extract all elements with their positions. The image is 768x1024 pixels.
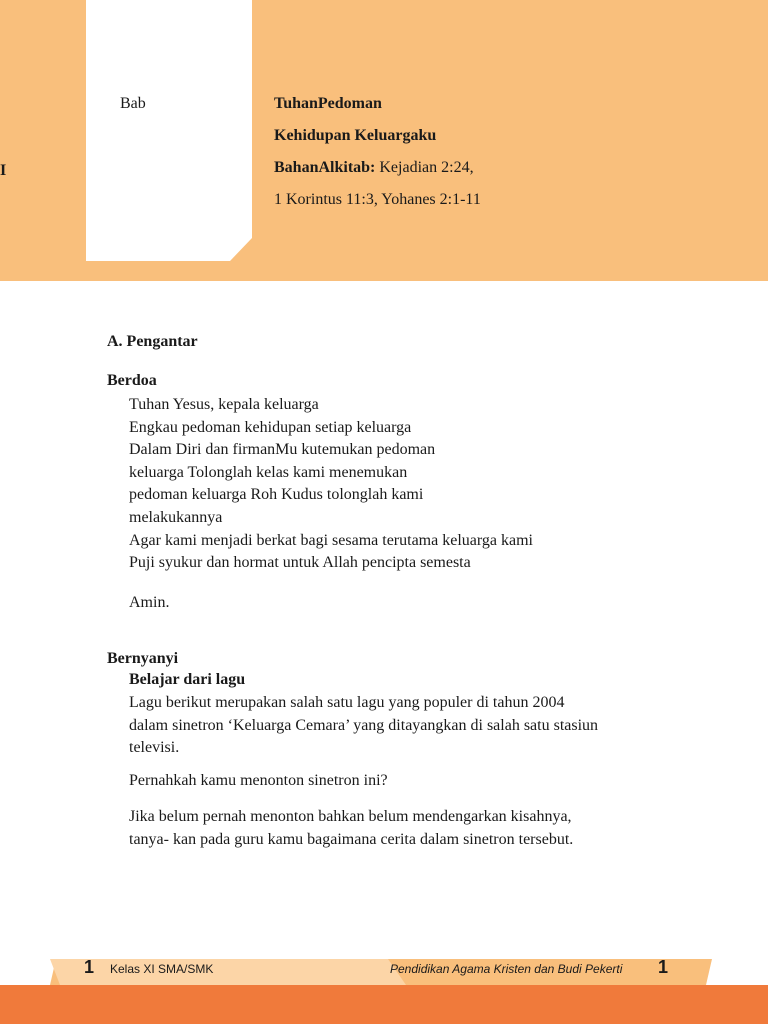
berdoa-heading: Berdoa [107,372,157,389]
paragraph-question: Pernahkah kamu menonton sinetron ini? [129,772,388,789]
paragraph-line: tanya- kan pada guru kamu bagaimana cerita dalam sinetron tersebut. [129,830,574,848]
bernyanyi-heading: Bernyanyi [107,650,179,667]
paragraph-intro [129,692,689,760]
chapter-number: I [0,162,7,179]
chapter-title-line1: TuhanPedoman [274,95,382,112]
paragraph-line: Lagu berikut merupakan salah satu lagu yang populer di tahun 2004 [129,694,565,711]
paragraph-line: Jika belum pernah menonton bahkan belum mendengarkan kisahnya, [129,808,572,825]
prayer-line: Puji syukur dan hormat untuk Allah pencipta semesta [129,554,471,572]
prayer-text [129,394,533,575]
paragraph-line: dalam sinetron ‘Keluarga Cemara’ yang ditayangkan di salah satu stasiun [129,716,599,734]
prayer-line: Agar kami menjadi berkat bagi sesama terutama keluarga kami [129,531,533,549]
footer-class-label: Kelas XI SMA/SMK [110,962,214,976]
prayer-line: Dalam Diri dan firmanMu kutemukan pedoman [129,441,436,459]
scripture-line1 [274,152,481,184]
scripture-label: BahanAlkitab: [274,159,376,176]
footer-book-title: Pendidikan Agama Kristen dan Budi Pekerti [390,962,623,976]
prayer-line: keluarga Tolonglah kelas kami menemukan [129,463,408,481]
scripture-line2: 1 Korintus 11:3, Yohanes 2:1-11 [274,191,481,208]
footer-page-number-right: 1 [658,957,669,977]
belajar-dari-lagu-heading: Belajar dari lagu [129,671,246,688]
prayer-line: pedoman keluarga Roh Kudus tolonglah kami [129,486,424,504]
prayer-line: Engkau pedoman kehidupan setiap keluarga [129,418,412,436]
footer-page-number-left: 1 [84,957,95,977]
paragraph-instruction [129,806,689,851]
bab-label: Bab [120,95,146,112]
prayer-amen: Amin. [129,594,170,611]
section-heading-pengantar: A. Pengantar [107,333,198,350]
prayer-line: melakukannya [129,508,223,526]
chapter-tab [86,0,252,261]
paragraph-line: televisi. [129,739,180,757]
scripture-part1: Kejadian 2:24, [375,159,474,176]
footer-band-dark [0,985,768,1024]
chapter-title-line2: Kehidupan Keluargaku [274,127,437,144]
chapter-header [274,88,481,216]
footer-tab [50,959,406,985]
prayer-line: Tuhan Yesus, kepala keluarga [129,396,319,413]
